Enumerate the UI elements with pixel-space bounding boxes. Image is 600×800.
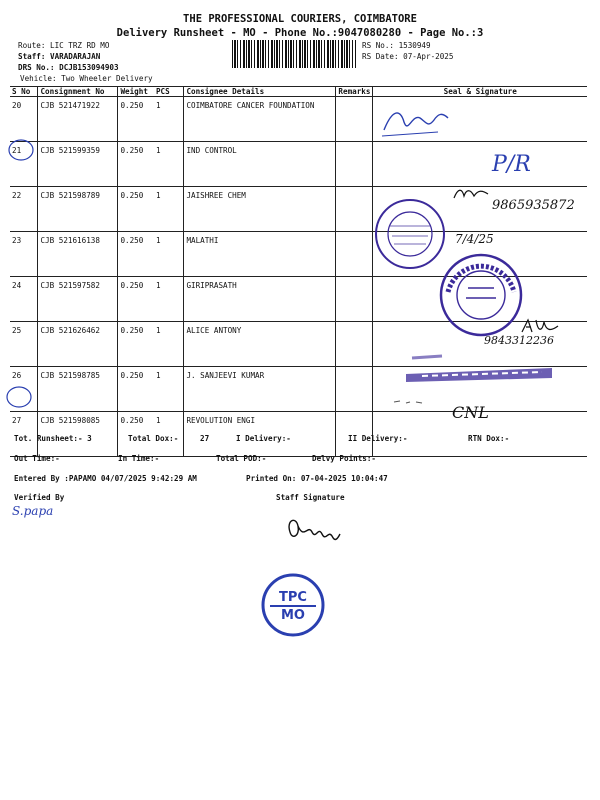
row-sno: 20 xyxy=(10,97,38,142)
row-remarks xyxy=(336,367,373,412)
row-weight: 0.250 xyxy=(118,187,154,232)
tot-runsheet: Tot. Runsheet:- 3 xyxy=(14,434,92,443)
table-row xyxy=(10,97,587,142)
row-consignment: CJB 521598789 xyxy=(38,187,118,232)
in-time: In Time:- xyxy=(118,454,160,463)
bank-seal-stamp xyxy=(372,196,448,272)
row-consignment: CJB 521598085 xyxy=(38,412,118,457)
row-remarks xyxy=(336,277,373,322)
row-pcs: 1 xyxy=(154,142,184,187)
row27-note: CNL xyxy=(452,403,489,422)
printed-on: Printed On: 07-04-2025 10:04:47 xyxy=(246,474,388,483)
tpc-stamp-line1: TPC xyxy=(279,590,307,605)
row-consignee: ALICE ANTONY xyxy=(184,322,336,367)
row-weight: 0.250 xyxy=(118,97,154,142)
row-weight: 0.250 xyxy=(118,232,154,277)
row-weight: 0.250 xyxy=(118,412,154,457)
col-header-weight: Weight xyxy=(118,87,154,97)
col-header-consignee: Consignee Details xyxy=(184,87,336,97)
row-consignment: CJB 521471922 xyxy=(38,97,118,142)
row-consignee: COIMBATORE CANCER FOUNDATION xyxy=(184,97,336,142)
out-time: Out Time:- xyxy=(14,454,60,463)
row-consignee: JAISHREE CHEM xyxy=(184,187,336,232)
staff: Staff: VARADARAJAN xyxy=(18,52,101,61)
total-dox-label: Total Dox:- xyxy=(128,434,179,443)
row21-note: P/R xyxy=(492,152,531,177)
delvy-points: Delvy Points:- xyxy=(312,454,377,463)
company-title: THE PROFESSIONAL COURIERS, COIMBATORE xyxy=(183,13,417,25)
i-delivery: I Delivery:- xyxy=(236,434,291,443)
ii-delivery: II Delivery:- xyxy=(348,434,408,443)
drs-no: DRS No.: DCJB153094903 xyxy=(18,63,119,72)
row-consignment: CJB 521616138 xyxy=(38,232,118,277)
staff-signature xyxy=(282,512,352,548)
row-consignee: J. SANJEEVI KUMAR xyxy=(184,367,336,412)
col-header-remarks: Remarks xyxy=(336,87,373,97)
vehicle: Vehicle: Two Wheeler Delivery xyxy=(20,74,153,83)
table-header-row xyxy=(10,87,587,97)
row-sno: 27 xyxy=(10,412,38,457)
col-header-sno: S No xyxy=(10,87,38,97)
row-weight: 0.250 xyxy=(118,142,154,187)
row-pcs: 1 xyxy=(154,322,184,367)
row-sno: 22 xyxy=(10,187,38,232)
col-header-pcs: PCS xyxy=(154,87,184,97)
row-remarks xyxy=(336,232,373,277)
row26-rectangular-stamp xyxy=(402,350,562,386)
row-weight: 0.250 xyxy=(118,367,154,412)
row-consignment: CJB 521626462 xyxy=(38,322,118,367)
row-sno: 21 xyxy=(10,142,38,187)
barcode xyxy=(232,40,356,68)
staff-signature-label: Staff Signature xyxy=(276,493,345,502)
rs-date: RS Date: 07-Apr-2025 xyxy=(362,52,454,61)
row23-date: 7/4/25 xyxy=(455,232,494,246)
row-pcs: 1 xyxy=(154,367,184,412)
verifier-signature: S.papa xyxy=(12,504,54,518)
row-remarks xyxy=(336,142,373,187)
row-pcs: 1 xyxy=(154,187,184,232)
verified-by: Verified By xyxy=(14,493,65,502)
row-pcs: 1 xyxy=(154,97,184,142)
row-sno: 24 xyxy=(10,277,38,322)
route: Route: LIC TRZ RD MO xyxy=(18,41,110,50)
sno-27-circle-mark xyxy=(4,384,34,410)
row-remarks xyxy=(336,322,373,367)
row-remarks xyxy=(336,97,373,142)
row-consignee: REVOLUTION ENGI xyxy=(184,412,336,457)
row-consignee: GIRIPRASATH xyxy=(184,277,336,322)
row-pcs: 1 xyxy=(154,277,184,322)
row-consignee: IND CONTROL xyxy=(184,142,336,187)
row-seal xyxy=(373,142,587,187)
row22-note: 9865935872 xyxy=(492,198,575,213)
row-pcs: 1 xyxy=(154,232,184,277)
total-pod: Total POD:- xyxy=(216,454,267,463)
sno-21-circle-mark xyxy=(6,137,36,163)
col-header-seal: Seal & Signature xyxy=(373,87,587,97)
col-header-consignment: Consignment No xyxy=(38,87,118,97)
row27-scribble xyxy=(392,396,432,406)
row22-signature xyxy=(452,186,492,202)
row-consignment: CJB 521597582 xyxy=(38,277,118,322)
entered-by: Entered By :PAPAMO 04/07/2025 9:42:29 AM xyxy=(14,474,197,483)
row-weight: 0.250 xyxy=(118,277,154,322)
row26-phone: 9843312236 xyxy=(484,334,554,347)
row20-signature xyxy=(378,100,458,140)
row-pcs: 1 xyxy=(154,412,184,457)
row-sno: 25 xyxy=(10,322,38,367)
row-sno: 26 xyxy=(10,367,38,412)
row26-signature xyxy=(518,316,562,336)
row-consignment: CJB 521598785 xyxy=(38,367,118,412)
row-consignee: MALATHI xyxy=(184,232,336,277)
insurance-company-seal-stamp xyxy=(438,252,524,338)
total-dox-value: 27 xyxy=(200,434,210,443)
tpc-mo-stamp xyxy=(260,572,326,638)
tpc-stamp-line2: MO xyxy=(281,608,305,623)
row-weight: 0.250 xyxy=(118,322,154,367)
rtn-dox: RTN Dox:- xyxy=(468,434,510,443)
rs-no: RS No.: 1530949 xyxy=(362,41,431,50)
row-consignment: CJB 521599359 xyxy=(38,142,118,187)
row-sno: 23 xyxy=(10,232,38,277)
runsheet-subtitle: Delivery Runsheet - MO - Phone No.:9047080280 - Page No.:3 xyxy=(116,27,484,39)
row-remarks xyxy=(336,187,373,232)
